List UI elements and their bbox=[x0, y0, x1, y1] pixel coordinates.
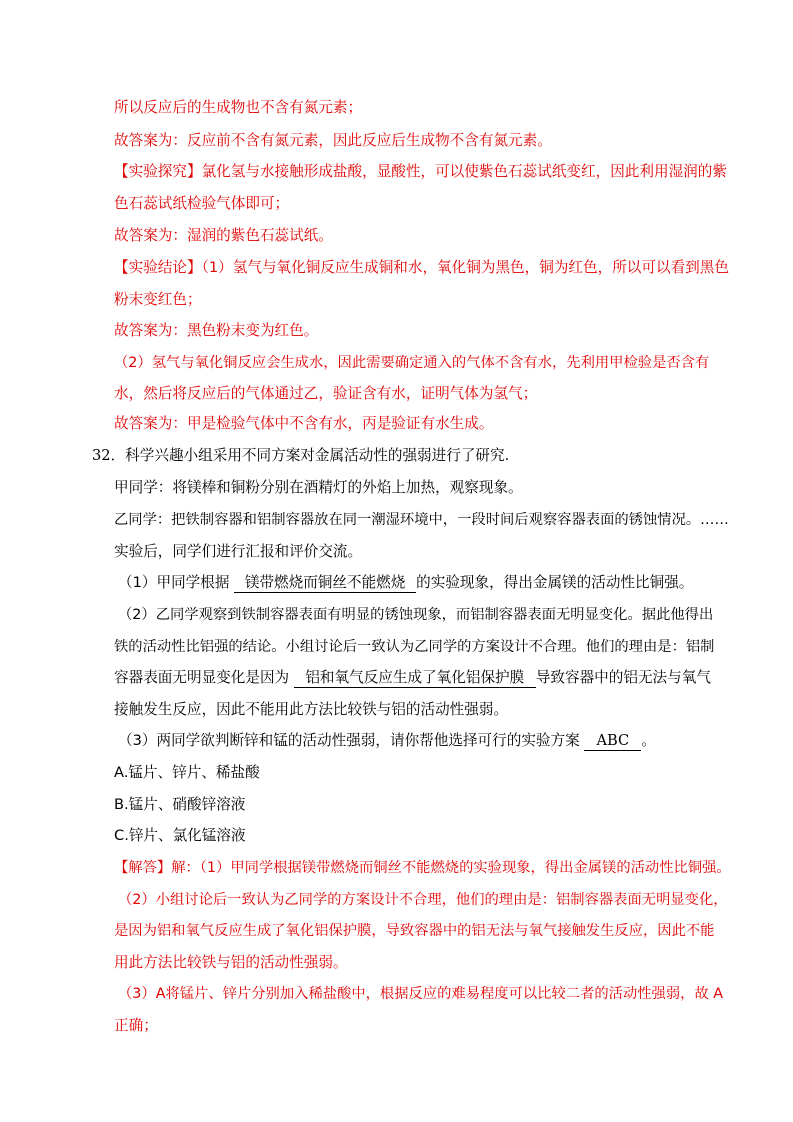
solution-line: （2）氢气与氧化铜反应会生成水，因此需要确定通入的气体不含有水，先利用甲检验是否含有 bbox=[114, 355, 710, 371]
option-c: C.锌片、氯化锰溶液 bbox=[114, 827, 246, 844]
solution-line: 【实验探究】氯化氢与水接触形成盐酸，显酸性，可以使紫色石蕊试纸变红，因此利用湿润的紫 bbox=[114, 163, 727, 180]
section-tag: 【实验结论】 bbox=[114, 259, 202, 276]
solution-line: 色石蕊试纸检验气体即可； bbox=[114, 195, 290, 212]
answer-blank: ABC bbox=[584, 732, 641, 751]
question-line: 甲同学：将镁棒和铜粉分别在酒精灯的外焰上加热，观察现象。 bbox=[114, 479, 523, 496]
solution-line: 故答案为：黑色粉末变为红色。 bbox=[114, 322, 319, 339]
solution-line: 【解答】解：（1）甲同学根据镁带燃烧而铜丝不能燃烧的实验现象，得出金属镁的活动性比铜强。 bbox=[114, 860, 731, 876]
answer-blank: 镁带燃烧而铜丝不能燃烧 bbox=[234, 574, 416, 593]
solution-line: 水，然后将反应后的气体通过乙，验证含有水，证明气体为氢气； bbox=[114, 385, 538, 402]
question-line: 实验后，同学们进行汇报和评价交流。 bbox=[114, 543, 363, 560]
solution-line: 【实验结论】（1）氢气与氧化铜反应生成铜和水，氧化铜为黑色，铜为红色，所以可以看到黑色 bbox=[114, 259, 729, 276]
solution-line: 是因为铝和氧气反应生成了氧化铝保护膜，导致容器中的铝无法与氧气接触发生反应，因此不能 bbox=[114, 923, 715, 939]
solution-line: 故答案为：湿润的紫色石蕊试纸。 bbox=[114, 227, 333, 244]
solution-line: （2）小组讨论后一致认为乙同学的方案设计不合理，他们的理由是：铝制容器表面无明显变化， bbox=[118, 892, 728, 908]
question-part-3: （3）两同学欲判断锌和锰的活动性强弱，请你帮他选择可行的实验方案 ABC 。 bbox=[118, 732, 656, 749]
section-tag: 【解答】 bbox=[114, 860, 172, 876]
solution-line: 故答案为：反应前不含有氮元素，因此反应后生成物不含有氮元素。 bbox=[114, 132, 552, 149]
question-number: 32． bbox=[92, 447, 126, 464]
question-line: 乙同学：把铁制容器和铝制容器放在同一潮湿环境中，一段时间后观察容器表面的锈蚀情况。…… bbox=[114, 512, 729, 528]
section-tag: 【实验探究】 bbox=[114, 163, 202, 180]
question-stem: 32．科学兴趣小组采用不同方案对金属活动性的强弱进行了研究. bbox=[92, 447, 510, 464]
question-line: 接触发生反应，因此不能用此方法比较铁与铝的活动性强弱。 bbox=[114, 701, 509, 718]
option-a: A.锰片、锌片、稀盐酸 bbox=[114, 764, 260, 781]
solution-line: 用此方法比较铁与铝的活动性强弱。 bbox=[114, 954, 348, 971]
option-b: B.锰片、硝酸锌溶液 bbox=[114, 796, 246, 813]
question-part-1: （1）甲同学根据 镁带燃烧而铜丝不能燃烧 的实验现象，得出金属镁的活动性比铜强。 bbox=[118, 574, 694, 591]
question-line: 容器表面无明显变化是因为 铝和氧气反应生成了氧化铝保护膜 导致容器中的铝无法与氧气 bbox=[114, 669, 711, 686]
solution-line: （3）A将锰片、锌片分别加入稀盐酸中，根据反应的难易程度可以比较二者的活动性强弱，故 A bbox=[118, 986, 724, 1002]
solution-line: 故答案为：甲是检验气体中不含有水，丙是验证有水生成。 bbox=[114, 415, 494, 432]
answer-blank: 铝和氧气反应生成了氧化铝保护膜 bbox=[294, 669, 536, 688]
solution-line: 正确； bbox=[114, 1017, 158, 1034]
question-line: 铁的活动性比铝强的结论。小组讨论后一致认为乙同学的方案设计不合理。他们的理由是：铝制 bbox=[114, 639, 715, 655]
question-part-2: （2）乙同学观察到铁制容器表面有明显的锈蚀现象，而铝制容器表面无明显变化。据此他得出 bbox=[118, 607, 714, 623]
solution-line: 粉末变红色； bbox=[114, 291, 202, 308]
solution-line: 所以反应后的生成物也不含有氮元素； bbox=[114, 99, 363, 116]
